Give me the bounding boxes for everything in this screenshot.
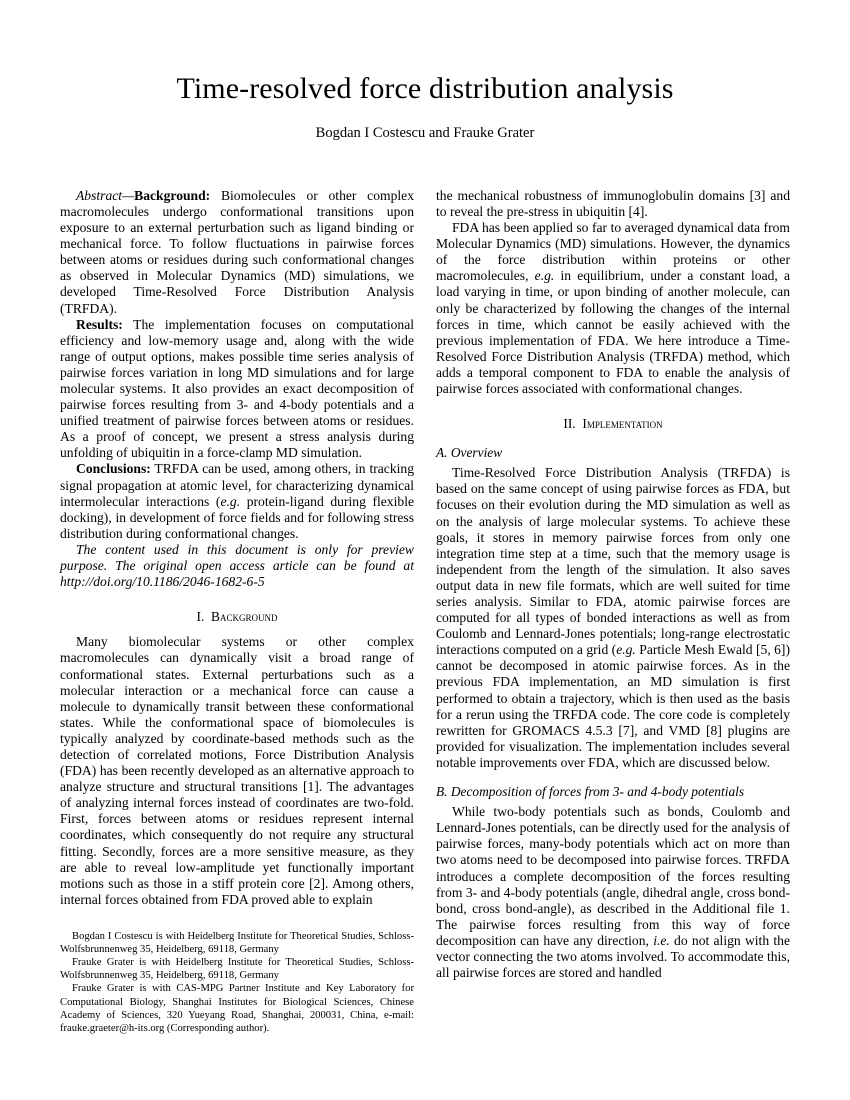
- background-paragraph-1-continued: [436, 188, 790, 220]
- section-numeral-implementation: II.: [563, 416, 576, 432]
- section-name-implementation: Implementation: [582, 416, 663, 432]
- right-column: [436, 188, 790, 981]
- overview-paragraph-1: [436, 465, 790, 771]
- abstract-conclusions-label: Conclusions:: [76, 461, 151, 477]
- left-column: [60, 188, 414, 1035]
- decomposition-ie: i.e.: [653, 932, 670, 948]
- footnote-item: Bogdan I Costescu is with Heidelberg Institute for Theoretical Studies, Schloss-Wolfsbrunnenweg 35, Heidelberg, 69118, Germany: [60, 930, 414, 956]
- background-paragraph-2: [436, 220, 790, 397]
- overview-text-b: Particle Mesh Ewald [5, 6]) cannot be decomposed in atomic pairwise forces. As in the previous FDA implementation, an MD simulation is first performed to obtain a trajectory, which is then used as the basis for a rerun using the TRFDA code. The core code is completely rewritten for GROMACS 4.5.3 [7], and VMD [8] plugins are provided for visualization. The implementation includes several notable improvements over FDA, which are discussed below.: [436, 642, 790, 770]
- subsection-heading-overview: A. Overview: [436, 445, 503, 461]
- abstract-conclusions-text-a: TRFDA can be used, among others, in tracking signal propagation at atomic level, for characterizing dynamical intermolecular interactions (: [60, 461, 414, 509]
- footnote-block: [60, 930, 414, 1035]
- background-p2-eg: e.g.: [534, 268, 555, 284]
- section-heading-implementation: [436, 416, 790, 432]
- footnote-item: Frauke Grater is with CAS-MPG Partner Institute and Key Laboratory for Computational Biology, Shanghai Institutes for Biological Sciences, Chinese Academy of Sciences, 320 Yueyang Road, Shanghai, 200031, China, e-mail: frauke.graeter@h-its.org (Corresponding author).: [60, 983, 414, 1034]
- abstract-conclusions-text-b: protein-ligand during flexible docking), in development of force fields and for following stress distribution during conformational changes.: [60, 493, 415, 541]
- abstract-background-label: Background:: [134, 187, 211, 203]
- abstract-conclusions-paragraph: [60, 461, 414, 541]
- abstract-background-text: Biomolecules or other complex macromolecules undergo conformational transitions upon exposure to an external perturbation such as ligand binding or mechanical force. To follow fluctuations in pairwise forces between atoms or residues during such conformational changes as observed in Molecular Dynamics (MD) simulations, we developed Time-Resolved Force Distribution Analysis (TRFDA).: [60, 187, 414, 316]
- abstract-results-text: The implementation focuses on computational efficiency and low-memory usage and, along with the wide range of output options, makes possible time series analysis of pairwise forces variation in long MD simulations and for large molecular systems. It also provides an exact decomposition of pairwise forces resulting from 3- and 4-body potentials and a unified treatment of pairwise forces between atoms or residues. As a proof of concept, we present a stress analysis during unfolding of ubiquitin in a force-clamp MD simulation.: [60, 316, 414, 461]
- abstract-background-paragraph: [60, 188, 414, 317]
- decomposition-paragraph-1: [436, 804, 790, 981]
- author-byline: Bogdan I Costescu and Frauke Grater: [315, 124, 535, 141]
- section-name-background: Background: [211, 609, 278, 625]
- abstract-label: Abstract—: [76, 187, 135, 203]
- background-p2-text-a: FDA has been applied so far to averaged dynamical data from Molecular Dynamics (MD) simulations. However, the dynamics of the force distribution within proteins or other macromolecules,: [436, 220, 790, 284]
- overview-eg: e.g.: [616, 642, 636, 658]
- preview-notice: The content used in this document is only for preview purpose. The original open access article can be found at http://doi.org/10.1186/2046-1682-6-5: [60, 541, 414, 590]
- decomposition-text-a: While two-body potentials such as bonds, Coulomb and Lennard-Jones potentials, can be directly used for the analysis of pairwise forces, many-body potentials which act on more than two atoms need to be decomposed into pairwise forces. TRFDA introduces a complete decomposition of the forces resulting from 3- and 4-body potentials (angle, dihedral angle, cross bond-bond, cross bond-angle), as described in the Additional file 1. The pairwise forces resulting from this way of force decomposition can have any direction,: [436, 804, 790, 948]
- title-block: [0, 0, 850, 142]
- overview-text-a: Time-Resolved Force Distribution Analysis (TRFDA) is based on the same concept of using pairwise forces as FDA, but focuses on their evolution during the MD simulation as well as on the analysis of large molecular systems. To achieve these goals, it stores in memory pairwise forces from only one integration time step at a time, such that the memory usage is independent from the length of the simulation. It also saves output data in new file formats, which are well suited for time series analysis. Similar to FDA, atomic pairwise forces are computed for all types of bonded interactions as well as from Coulomb and Lennard-Jones potentials; long-range electrostatic interactions computed on a grid (: [436, 465, 790, 658]
- subsection-heading-decomposition: B. Decomposition of forces from 3- and 4-body potentials: [436, 784, 745, 800]
- two-column-body: [0, 188, 850, 1035]
- page-title: Time-resolved force distribution analysis: [176, 72, 674, 105]
- abstract-results-label: Results:: [76, 316, 123, 332]
- background-paragraph-1: Many biomolecular systems or other complex macromolecules can dynamically visit a broad range of conformational states. External perturbations such as a molecular interaction or a mechanical force can cause a molecule to dynamically transit between these conformational states. While the conformational space of biomolecules is typically analyzed by coordinate-based methods such as the detection of correlated motions, Force Distribution Analysis (FDA) has been recently developed as an alternative approach to analyze structure and structural transitions [1]. The advantages of analyzing internal forces instead of coordinates are two-fold. First, forces between atoms or residues represent internal coordinates, which consequently do not require any structural fitting. Secondly, forces are a more sensitive measure, as they are able to reveal low-amplitude yet functionally important motions such as those in a stiff protein core [2]. Among others, internal forces obtained from FDA proved able to explain: [60, 634, 414, 907]
- abstract-results-paragraph: [60, 317, 414, 462]
- section-heading-background: [60, 609, 414, 625]
- decomposition-text-b: do not align with the vector connecting the two atoms involved. To accommodate this, all pairwise forces are stored and handled: [436, 932, 790, 981]
- abstract-conclusions-eg: e.g.: [220, 493, 241, 509]
- section-numeral-background: I.: [196, 609, 205, 625]
- background-p2-text-b: in equilibrium, under a constant load, a load varying in time, or upon binding of another molecule, can only be characterized by following the changes of the internal forces in time, which cannot be easily achieved with the previous implementation of FDA. We here introduce a Time-Resolved Force Distribution Analysis (TRFDA) method, which adds a temporal component to FDA to enable the analysis of pairwise forces associated with conformational changes.: [436, 268, 791, 397]
- footnote-item: Frauke Grater is with Heidelberg Institute for Theoretical Studies, Schloss-Wolfsbrunnenweg 35, Heidelberg, 69118, Germany: [60, 957, 414, 982]
- background-continuation-text: the mechanical robustness of immunoglobulin domains [3] and to reveal the pre-stress in ubiquitin [4].: [436, 187, 790, 219]
